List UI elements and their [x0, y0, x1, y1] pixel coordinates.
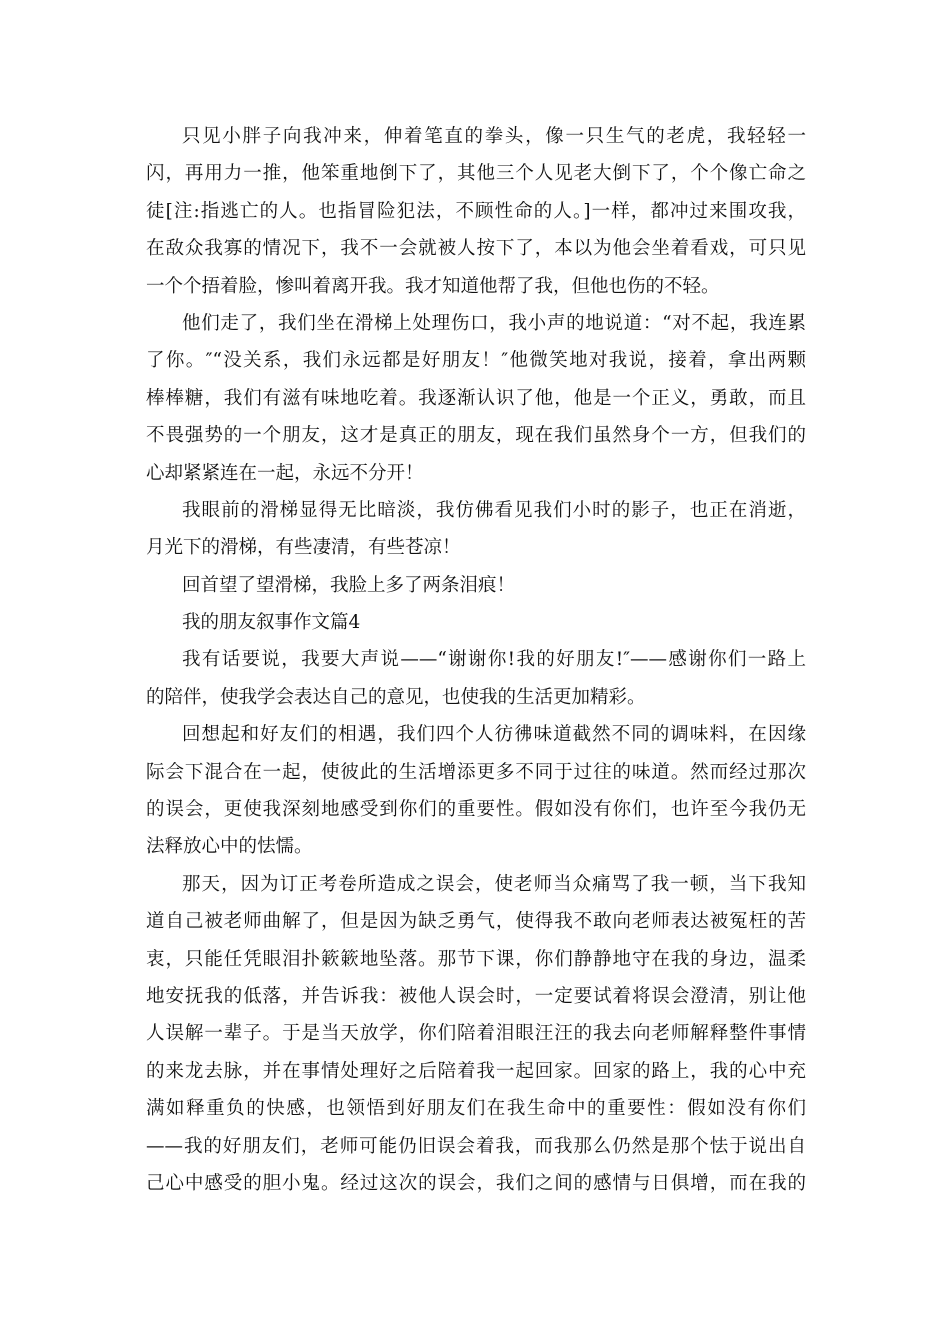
paragraph-moonlight [146, 492, 806, 567]
text-line: 衷，只能任凭眼泪扑簌簌地坠落。那节下课，你们静静地守在我的身边，温柔 [146, 948, 806, 970]
paragraph-meeting [146, 716, 806, 866]
text-line: 己心中感受的胆小鬼。经过这次的误会，我们之间的感情与日俱增，而在我的 [146, 1172, 806, 1194]
heading-text: 我的朋友叙事作文篇4 [182, 612, 361, 634]
text-line: 闪，再用力一推，他笨重地倒下了，其他三个人见老大倒下了，个个像亡命之 [146, 163, 806, 185]
text-line: ——我的好朋友们，老师可能仍旧误会着我，而我那么仍然是那个怯于说出自 [146, 1135, 806, 1157]
text-line: 回首望了望滑梯，我脸上多了两条泪痕！ [182, 574, 516, 596]
text-line: 心却紧紧连在一起，永远不分开！ [146, 462, 424, 484]
text-line: 的陪伴，使我学会表达自己的意见，也使我的生活更加精彩。 [146, 686, 646, 708]
text-line: 不畏强势的一个朋友，这才是真正的朋友，现在我们虽然身个一方，但我们的 [146, 425, 806, 447]
text-line: 法释放心中的怯懦。 [146, 836, 313, 858]
paragraph-fight [146, 118, 806, 305]
text-line: 棒棒糖，我们有滋有味地吃着。我逐渐认识了他，他是一个正义，勇敢，而且 [146, 387, 806, 409]
document-body [146, 118, 806, 1202]
text-line: 回想起和好友们的相遇，我们四个人彷彿味道截然不同的调味料，在因缘 [182, 724, 806, 746]
text-line: 月光下的滑梯，有些凄清，有些苍凉！ [146, 537, 461, 559]
section-heading [146, 604, 806, 641]
text-line: 那天，因为订正考卷所造成之误会，使老师当众痛骂了我一顿，当下我知 [182, 873, 806, 895]
text-line: 在敌众我寡的情况下，我不一会就被人按下了，本以为他会坐着看戏，可只见 [146, 238, 806, 260]
text-line: 的误会，更使我深刻地感受到你们的重要性。假如没有你们，也许至今我仍无 [146, 799, 806, 821]
text-line: 一个个捂着脸，惨叫着离开我。我才知道他帮了我，但他也伤的不轻。 [146, 275, 720, 297]
text-line: 徒[注:指逃亡的人。也指冒险犯法，不顾性命的人。]一样，都冲过来围攻我， [146, 200, 806, 222]
text-line: 我眼前的滑梯显得无比暗淡，我仿佛看见我们小时的影子，也正在消逝， [182, 499, 806, 521]
paragraph-thanks [146, 641, 806, 716]
text-line: 道自己被老师曲解了，但是因为缺乏勇气，使得我不敢向老师表达被冤枉的苦 [146, 911, 806, 933]
text-line: 际会下混合在一起，使彼此的生活增添更多不同于过往的味道。然而经过那次 [146, 761, 806, 783]
text-line: 人误解一辈子。于是当天放学，你们陪着泪眼汪汪的我去向老师解释整件事情 [146, 1023, 806, 1045]
paragraph-slide [146, 305, 806, 492]
text-line: 了你。″“没关系，我们永远都是好朋友！″他微笑地对我说，接着，拿出两颗 [146, 350, 806, 372]
text-line: 他们走了，我们坐在滑梯上处理伤口，我小声的地说道：“对不起，我连累 [182, 312, 806, 334]
text-line: 我有话要说，我要大声说——“谢谢你!我的好朋友!″——感谢你们一路上 [182, 649, 806, 671]
text-line: 地安抚我的低落，并告诉我：被他人误会时，一定要试着将误会澄清，别让他 [146, 985, 806, 1007]
paragraph-misunderstanding [146, 866, 806, 1203]
text-line: 只见小胖子向我冲来，伸着笔直的拳头，像一只生气的老虎，我轻轻一 [182, 126, 806, 147]
text-line: 满如释重负的快感，也领悟到好朋友们在我生命中的重要性：假如没有你们 [146, 1098, 806, 1120]
text-line: 的来龙去脉，并在事情处理好之后陪着我一起回家。回家的路上，我的心中充 [146, 1060, 806, 1082]
paragraph-tears [146, 567, 806, 604]
